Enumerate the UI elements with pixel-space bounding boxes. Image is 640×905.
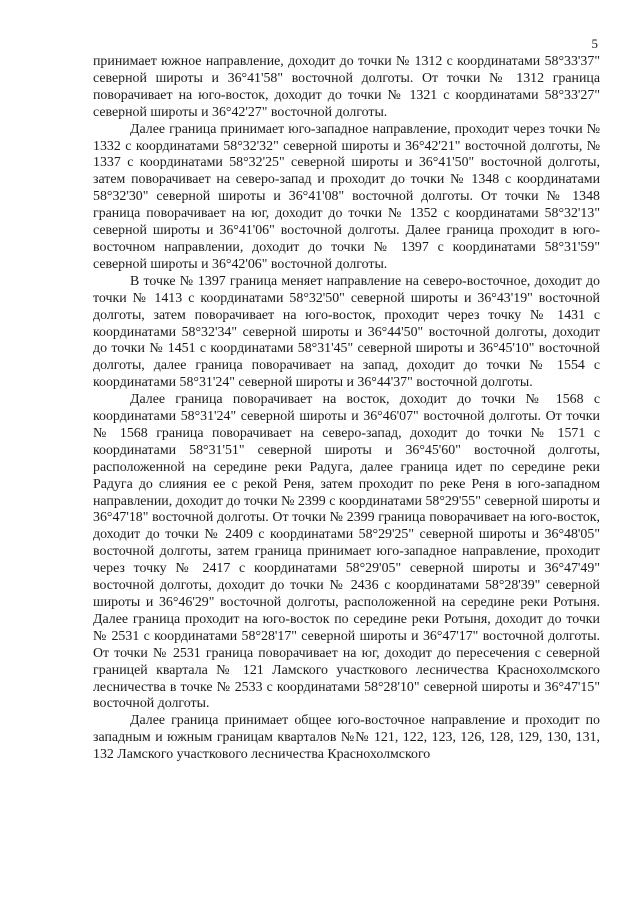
- paragraph-2: Далее граница принимает юго-западное направление, проходит через точки № 1332 с координатами 58°32'32" северной широты и 36°42'21" восточной долготы, № 1337 с координатами 58°32'25" северной широты и 36°41'50" восточной долготы, затем поворачивает на северо-запад и проходит до точки № 1348 с координатами 58°32'30" северной широты и 36°41'08" восточной долготы. От точки № 1348 граница поворачивает на юг, доходит до точки № 1352 с координатами 58°32'13" северной широты и 36°41'06" восточной долготы. Далее граница проходит в юго-восточном направлении, доходит до точки № 1397 с координатами 58°31'59" северной широты и 36°42'06" восточной долготы.: [93, 121, 600, 272]
- paragraph-3: В точке № 1397 граница меняет направление на северо-восточное, доходит до точки № 1413 с координатами 58°32'50" северной широты и 36°43'19" восточной долготы, затем поворачивает на юго-восток, проходит через точку № 1431 с координатами 58°32'34" северной широты и 36°44'50" восточной долготы, доходит до точки № 1451 с координатами 58°31'45" северной широты и 36°45'10" восточной долготы, далее граница поворачивает на запад, доходит до точки № 1554 с координатами 58°31'24" северной широты и 36°44'37" восточной долготы.: [93, 273, 600, 391]
- paragraph-5: Далее граница принимает общее юго-восточное направление и проходит по западным и южным границам кварталов №№ 121, 122, 123, 126, 128, 129, 130, 131, 132 Ламского участкового лесничества Краснохолмского: [93, 713, 600, 763]
- paragraph-1: принимает южное направление, доходит до точки № 1312 с координатами 58°33'37" северной широты и 36°41'58" восточной долготы. От точки № 1312 граница поворачивает на юго-восток, доходит до точки № 1321 с координатами 58°33'27" северной широты и 36°42'27" восточной долготы.: [93, 54, 600, 120]
- paragraph-4: Далее граница поворачивает на восток, доходит до точки № 1568 с координатами 58°31'24" северной широты и 36°46'07" восточной долготы. От точки № 1568 граница поворачивает на северо-запад, доходит до точки № 1571 с координатами 58°31'51" северной широты и 36°45'60" восточной долготы, расположенной на середине реки Радуга, далее граница идет по середине реки Радуга до слияния ее с рекой Реня, затем проходит по реке Реня в юго-западном направлении, доходит до точки № 2399 с координатами 58°29'55" северной широты и 36°47'18" восточной долготы. От точки № 2399 граница поворачивает на юго-восток, доходит до точки № 2409 с координатами 58°29'25" северной широты и 36°48'05" восточной долготы, затем граница принимает юго-западное направление, проходит через точку № 2417 с координатами 58°29'05" северной широты и 36°47'49" восточной долготы, доходит до точки № 2436 с координатами 58°28'39" северной широты и 36°46'29" восточной долготы, расположенной на середине реки Ротыня. Далее граница проходит на юго-восток по середине реки Ротыня, доходит до точки № 2531 с координатами 58°28'17" северной широты и 36°47'17" восточной долготы. От точки № 2531 граница поворачивает на юг, доходит до пересечения с северной границей квартала № 121 Ламского участкового лесничества Краснохолмского лесничества в точке № 2533 с координатами 58°28'10" северной широты и 36°47'15" восточной долготы.: [93, 392, 600, 712]
- page-number: 5: [591, 36, 598, 51]
